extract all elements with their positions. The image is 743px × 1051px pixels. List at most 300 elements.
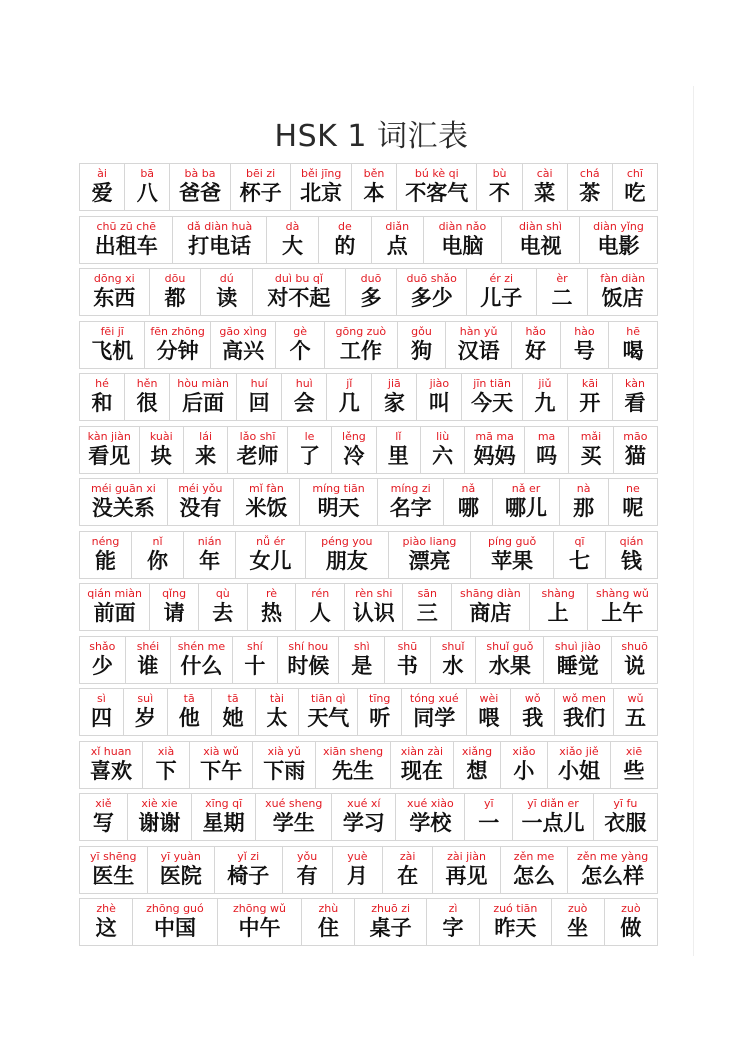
- vocab-card: [608, 478, 658, 526]
- pinyin-label: shí hou: [288, 639, 329, 653]
- vocab-card: [430, 636, 477, 684]
- pinyin-label: zuò: [567, 902, 588, 915]
- pinyin-label: yī: [483, 797, 494, 810]
- hanzi-word: 都: [164, 286, 186, 310]
- hanzi-word: 的: [334, 233, 356, 258]
- vocab-card: [492, 478, 559, 526]
- vocab-card: [464, 426, 525, 474]
- vocab-card: [443, 478, 493, 526]
- pinyin-label: xià yǔ: [267, 744, 301, 758]
- vocab-card: [217, 898, 303, 946]
- pinyin-label: mǐ fàn: [249, 482, 284, 495]
- pinyin-label: mǎi: [580, 429, 602, 443]
- pinyin-label: yī fu: [613, 797, 638, 810]
- hanzi-word: 现在: [400, 758, 443, 783]
- pinyin-label: nián: [197, 534, 222, 548]
- vocab-card: [511, 321, 561, 369]
- vocab-card: [198, 583, 248, 631]
- hanzi-word: 什么: [180, 653, 223, 678]
- pinyin-label: dōng xi: [93, 272, 135, 285]
- vocab-card: [559, 478, 609, 526]
- hanzi-word: 哪: [457, 496, 479, 520]
- pinyin-label: diǎn: [385, 219, 410, 233]
- vocab-card: [318, 216, 371, 264]
- pinyin-label: méi yǒu: [178, 482, 223, 495]
- pinyin-label: shàng: [541, 587, 575, 600]
- vocab-row: [79, 898, 657, 946]
- hanzi-word: 学习: [342, 811, 385, 835]
- hanzi-word: 水果: [488, 653, 531, 678]
- hanzi-word: 很: [136, 391, 158, 415]
- pinyin-label: suì: [137, 692, 154, 705]
- vocab-card: [214, 846, 283, 894]
- vocab-card: [510, 688, 555, 736]
- pinyin-label: èr: [556, 272, 568, 285]
- vocab-card: [500, 741, 548, 789]
- pinyin-label: nǐ: [152, 534, 163, 548]
- hanzi-word: 老师: [236, 443, 279, 468]
- hanzi-word: 谁: [137, 653, 159, 678]
- hanzi-word: 前面: [93, 601, 136, 625]
- vocab-card: [554, 688, 614, 736]
- hanzi-word: 开: [579, 391, 601, 415]
- pinyin-label: zěn me: [513, 849, 555, 863]
- pinyin-label: huì: [295, 377, 313, 390]
- pinyin-label: fēi jī: [100, 324, 124, 338]
- hanzi-word: 做: [620, 916, 642, 940]
- vocab-card: [605, 531, 658, 579]
- hanzi-word: 中国: [153, 916, 196, 940]
- vocab-card: [210, 321, 276, 369]
- pinyin-label: ài: [97, 167, 107, 180]
- pinyin-label: tóng xué: [409, 692, 459, 705]
- vocab-card: [169, 163, 231, 211]
- vocab-card: [282, 846, 333, 894]
- pinyin-label: yǒu: [297, 849, 318, 863]
- vocab-card: [522, 373, 568, 421]
- pinyin-label: shū: [397, 639, 418, 653]
- vocab-card: [416, 373, 462, 421]
- pinyin-label: bù: [492, 167, 507, 180]
- vocab-card: [149, 583, 199, 631]
- hanzi-word: 是: [351, 653, 373, 678]
- vocab-card: [587, 583, 658, 631]
- pinyin-label: piào liang: [402, 534, 457, 548]
- hanzi-word: 星期: [202, 811, 245, 835]
- hanzi-word: 这: [95, 916, 117, 940]
- vocab-row: [79, 741, 657, 789]
- pinyin-label: hàn yǔ: [459, 324, 498, 338]
- pinyin-label: rén: [311, 587, 330, 600]
- hanzi-word: 水: [442, 653, 464, 678]
- pinyin-label: yǐ zi: [237, 849, 260, 863]
- pinyin-label: lǎo shī: [239, 429, 276, 443]
- pinyin-label: liù: [436, 429, 450, 443]
- vocab-card: [579, 216, 658, 264]
- vocab-card: [451, 583, 529, 631]
- vocab-card: [423, 216, 502, 264]
- pinyin-label: qù: [215, 587, 230, 600]
- hanzi-word: 三: [416, 601, 438, 625]
- hanzi-word: 米饭: [245, 496, 288, 520]
- vocab-card: [587, 268, 658, 316]
- hanzi-word: 妈妈: [473, 443, 516, 468]
- pinyin-label: gè: [293, 324, 308, 338]
- hanzi-word: 小姐: [557, 758, 600, 783]
- vocab-card: [79, 373, 125, 421]
- pinyin-label: míng tiān: [312, 482, 365, 495]
- hanzi-word: 我们: [563, 706, 606, 730]
- vocab-card: [466, 688, 511, 736]
- hanzi-word: 谢谢: [138, 811, 181, 835]
- pinyin-label: méi guān xi: [91, 482, 156, 495]
- vocab-card: [529, 583, 588, 631]
- vocab-card: [230, 163, 292, 211]
- hanzi-word: 不: [489, 181, 511, 205]
- pinyin-label: zhōng wǔ: [233, 902, 286, 915]
- pinyin-label: tīng: [369, 692, 391, 705]
- hanzi-word: 五: [625, 706, 647, 730]
- vocab-card: [331, 793, 396, 841]
- hanzi-word: 电影: [597, 233, 640, 258]
- pinyin-label: chá: [579, 167, 600, 180]
- pinyin-label: nǚ ér: [256, 534, 285, 548]
- hanzi-word: 六: [432, 443, 454, 468]
- hanzi-word: 儿子: [480, 286, 523, 310]
- vocab-card: [169, 373, 237, 421]
- hanzi-word: 下: [155, 758, 177, 783]
- pinyin-label: bà ba: [184, 167, 216, 180]
- vocab-row: [79, 268, 657, 316]
- hanzi-word: 狗: [411, 338, 432, 363]
- hanzi-word: 呢: [622, 496, 644, 520]
- hanzi-word: 喜欢: [90, 758, 133, 783]
- hanzi-word: 书: [396, 653, 418, 678]
- hanzi-word: 几: [338, 391, 360, 415]
- pinyin-label: jīn tiān: [473, 377, 511, 390]
- hanzi-word: 喝: [622, 338, 644, 363]
- hanzi-word: 认识: [352, 601, 395, 625]
- vocab-card: [396, 268, 467, 316]
- pinyin-label: nǎ er: [511, 482, 541, 495]
- pinyin-label: xià wǔ: [203, 744, 240, 758]
- pinyin-label: shuǐ: [441, 639, 465, 653]
- pinyin-label: zuò: [621, 902, 641, 915]
- vocab-card: [388, 531, 472, 579]
- pinyin-label: chī: [626, 167, 643, 180]
- vocabulary-grid: [79, 163, 657, 951]
- pinyin-label: běn: [363, 167, 385, 180]
- hanzi-word: 椅子: [227, 863, 270, 888]
- vocab-card: [125, 636, 172, 684]
- vocab-row: [79, 688, 657, 736]
- pinyin-label: sì: [97, 692, 106, 705]
- vocab-card: [183, 426, 228, 474]
- hanzi-word: 没有: [179, 496, 222, 520]
- vocab-card: [123, 688, 168, 736]
- hanzi-word: 坐: [567, 916, 589, 940]
- hanzi-word: 个: [289, 338, 311, 363]
- hanzi-word: 来: [195, 443, 217, 468]
- vocab-card: [79, 741, 143, 789]
- hanzi-word: 爱: [91, 181, 113, 205]
- hanzi-word: 好: [525, 338, 547, 363]
- vocab-card: [324, 321, 398, 369]
- pinyin-label: yī yuàn: [160, 849, 201, 863]
- pinyin-label: fàn diàn: [600, 272, 646, 285]
- pinyin-label: shuì jiào: [554, 639, 601, 653]
- vocab-card: [290, 163, 352, 211]
- vocab-card: [124, 373, 170, 421]
- pinyin-label: jiǔ: [538, 377, 552, 390]
- hanzi-word: 热: [261, 601, 283, 625]
- hanzi-word: 先生: [332, 758, 375, 783]
- vocab-card: [512, 793, 594, 841]
- hanzi-word: 会: [293, 391, 315, 415]
- hanzi-word: 苹果: [491, 548, 534, 573]
- pinyin-label: gǒu: [411, 324, 432, 338]
- vocab-card: [131, 531, 184, 579]
- vocab-card: [299, 478, 378, 526]
- hanzi-word: 名字: [389, 496, 432, 520]
- vocab-row: [79, 846, 657, 894]
- vocab-card: [420, 426, 465, 474]
- hanzi-word: 少: [91, 653, 113, 678]
- pinyin-label: le: [304, 429, 315, 443]
- pinyin-label: shéi: [136, 639, 160, 653]
- vocab-card: [453, 741, 501, 789]
- hanzi-word: 飞机: [91, 338, 134, 363]
- hanzi-word: 怎么样: [581, 863, 645, 888]
- vocab-card: [167, 688, 212, 736]
- vocab-card: [568, 426, 613, 474]
- pinyin-label: dà: [285, 219, 300, 233]
- vocab-card: [252, 741, 316, 789]
- hanzi-word: 能: [95, 548, 117, 573]
- vocab-card: [479, 898, 551, 946]
- pinyin-label: māo: [623, 429, 648, 443]
- vocab-card: [79, 426, 140, 474]
- pinyin-label: shǎo: [89, 639, 116, 653]
- hanzi-word: 明天: [317, 496, 360, 520]
- vocab-card: [79, 793, 128, 841]
- pinyin-label: fēn zhōng: [150, 324, 205, 338]
- pinyin-label: kàn jiàn: [87, 429, 131, 443]
- pinyin-label: wǒ men: [562, 692, 606, 705]
- hanzi-word: 家: [383, 391, 405, 415]
- pinyin-label: wèi: [479, 692, 499, 705]
- hanzi-word: 昨天: [494, 916, 537, 940]
- pinyin-label: diàn yǐng: [593, 219, 644, 233]
- page-title: HSK 1 词汇表: [274, 119, 469, 154]
- pinyin-label: nà: [576, 482, 591, 495]
- pinyin-label: gāo xìng: [219, 324, 267, 338]
- vocab-card: [396, 163, 477, 211]
- vocab-card: [524, 426, 569, 474]
- hanzi-word: 高兴: [222, 338, 265, 363]
- vocab-card: [79, 636, 126, 684]
- hanzi-word: 请: [163, 601, 185, 625]
- page-edge-line: [693, 86, 694, 956]
- hanzi-word: 块: [150, 443, 172, 468]
- vocab-card: [345, 268, 398, 316]
- vocab-card: [612, 163, 658, 211]
- pinyin-label: chū zū chē: [96, 219, 156, 233]
- vocab-row: [79, 583, 657, 631]
- vocab-card: [332, 846, 383, 894]
- vocab-card: [147, 846, 216, 894]
- hanzi-word: 电视: [519, 233, 562, 258]
- hanzi-word: 茶: [579, 181, 601, 205]
- hanzi-word: 同学: [413, 706, 456, 730]
- hanzi-word: 听: [369, 706, 391, 730]
- hanzi-word: 不客气: [405, 181, 469, 205]
- vocab-card: [167, 478, 234, 526]
- pinyin-label: xiè xie: [141, 797, 178, 810]
- hanzi-word: 汉语: [457, 338, 500, 363]
- pinyin-label: qián: [619, 534, 644, 548]
- vocab-card: [127, 793, 192, 841]
- pinyin-label: kàn: [625, 377, 645, 390]
- vocab-card: [287, 426, 332, 474]
- hanzi-word: 看: [624, 391, 646, 415]
- pinyin-label: hào: [574, 324, 595, 338]
- pinyin-label: shì: [353, 639, 370, 653]
- vocab-card: [252, 268, 345, 316]
- vocab-card: [79, 216, 173, 264]
- pinyin-label: néng: [91, 534, 120, 548]
- pinyin-label: bú kè qi: [414, 167, 459, 180]
- pinyin-label: nǎ: [461, 482, 476, 495]
- vocab-row: [79, 216, 657, 264]
- hanzi-word: 岁: [134, 706, 156, 730]
- vocab-card: [183, 531, 236, 579]
- vocab-card: [142, 741, 190, 789]
- pinyin-label: ne: [626, 482, 640, 495]
- pinyin-label: duō: [360, 272, 382, 285]
- vocab-row: [79, 426, 657, 474]
- vocab-card: [402, 583, 452, 631]
- pinyin-label: zěn me yàng: [577, 849, 649, 863]
- hanzi-word: 七: [568, 548, 590, 573]
- vocab-card: [247, 583, 297, 631]
- hanzi-word: 下雨: [263, 758, 306, 783]
- pinyin-label: xīng qī: [205, 797, 243, 810]
- pinyin-label: duō shǎo: [406, 272, 457, 285]
- vocab-card: [233, 478, 300, 526]
- hanzi-word: 女儿: [249, 548, 292, 573]
- pinyin-label: hǎo: [525, 324, 546, 338]
- hanzi-word: 十: [244, 653, 266, 678]
- vocab-card: [200, 268, 253, 316]
- vocab-card: [232, 636, 279, 684]
- hanzi-word: 下午: [200, 758, 243, 783]
- hanzi-word: 住: [317, 916, 339, 940]
- vocab-card: [567, 846, 658, 894]
- pinyin-label: shāng diàn: [460, 587, 521, 600]
- pinyin-label: rè: [266, 587, 278, 600]
- pinyin-label: tiān qì: [311, 692, 346, 705]
- vocab-card: [124, 163, 170, 211]
- vocab-card: [79, 531, 132, 579]
- vocab-card: [475, 636, 544, 684]
- pinyin-label: xué xí: [347, 797, 381, 810]
- pinyin-label: jiā: [387, 377, 401, 390]
- pinyin-label: xiān sheng: [322, 744, 384, 758]
- vocab-card: [170, 636, 232, 684]
- hanzi-word: 吗: [536, 443, 558, 468]
- vocab-card: [371, 216, 424, 264]
- pinyin-label: bēi zi: [246, 167, 276, 180]
- vocab-card: [384, 636, 431, 684]
- vocab-card: [79, 268, 150, 316]
- vocab-card: [371, 373, 417, 421]
- vocab-card: [608, 321, 658, 369]
- pinyin-label: lái: [199, 429, 213, 443]
- vocab-card: [445, 321, 511, 369]
- vocab-card: [461, 373, 522, 421]
- hanzi-word: 号: [573, 338, 595, 363]
- vocab-card: [281, 373, 327, 421]
- pinyin-label: cài: [536, 167, 553, 180]
- hanzi-word: 上午: [601, 601, 644, 625]
- hanzi-word: 时候: [287, 653, 330, 678]
- pinyin-label: ér zi: [489, 272, 514, 285]
- hanzi-word: 分钟: [156, 338, 199, 363]
- hanzi-word: 爸爸: [179, 181, 222, 205]
- pinyin-label: qián miàn: [87, 587, 142, 600]
- vocab-card: [612, 373, 658, 421]
- vocab-card: [551, 898, 605, 946]
- pinyin-label: diàn shì: [518, 219, 562, 233]
- pinyin-label: kāi: [581, 377, 599, 390]
- vocab-card: [266, 216, 319, 264]
- pinyin-label: zhōng guó: [146, 902, 204, 915]
- vocab-card: [354, 898, 426, 946]
- pinyin-label: diàn nǎo: [438, 219, 487, 233]
- vocab-card: [567, 163, 613, 211]
- vocab-card: [466, 268, 537, 316]
- pinyin-label: zhù: [318, 902, 339, 915]
- pinyin-label: kuài: [149, 429, 173, 443]
- pinyin-label: xiàn zài: [400, 744, 444, 758]
- vocab-card: [610, 741, 658, 789]
- hanzi-word: 在: [397, 863, 419, 888]
- pinyin-label: xiǎo jiě: [559, 744, 599, 758]
- vocab-card: [255, 688, 300, 736]
- hanzi-word: 商店: [469, 601, 512, 625]
- pinyin-label: shuō: [621, 639, 648, 653]
- pinyin-label: zhuō zi: [371, 902, 411, 915]
- hanzi-word: 打电话: [188, 233, 252, 258]
- vocab-row: [79, 793, 657, 841]
- hanzi-word: 想: [466, 758, 488, 783]
- hanzi-word: 喂: [478, 706, 500, 730]
- hanzi-word: 你: [147, 548, 169, 573]
- hanzi-word: 九: [534, 391, 556, 415]
- pinyin-label: péng you: [321, 534, 373, 548]
- pinyin-label: dǎ diàn huà: [187, 219, 253, 233]
- hanzi-word: 医生: [92, 863, 135, 888]
- hanzi-word: 朋友: [325, 548, 368, 573]
- hanzi-word: 吃: [624, 181, 646, 205]
- pinyin-label: xué xiào: [406, 797, 454, 810]
- hanzi-word: 去: [212, 601, 234, 625]
- pinyin-label: wǔ: [627, 692, 644, 705]
- pinyin-label: tā: [183, 692, 195, 705]
- vocab-card: [613, 426, 658, 474]
- vocab-card: [227, 426, 288, 474]
